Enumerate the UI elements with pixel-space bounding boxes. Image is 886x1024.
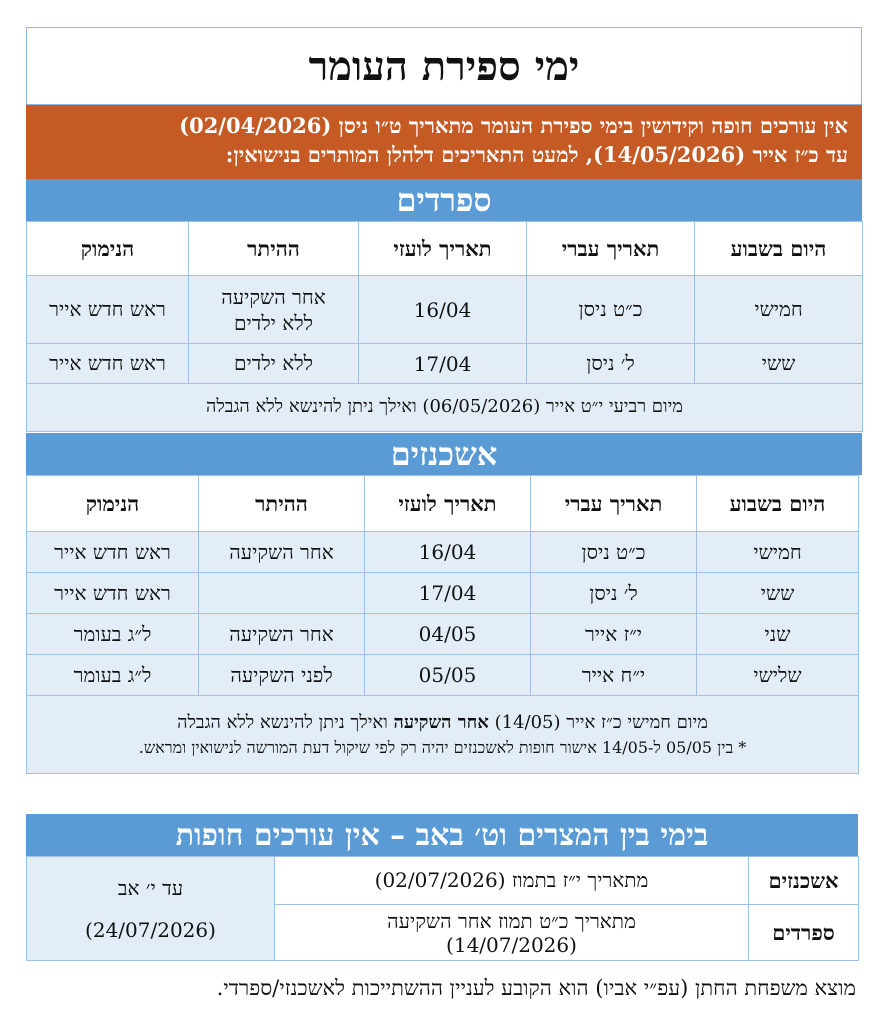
header-gregorian-date: תאריך לועזי <box>365 476 531 532</box>
cell-permission <box>199 573 365 614</box>
header-weekday: היום בשבוע <box>697 476 859 532</box>
cell-community: ספרדים <box>749 905 859 961</box>
header-gregorian-date: תאריך לועזי <box>359 222 527 276</box>
cell-reason: ראש חדש אייר <box>27 573 199 614</box>
sefardim-table <box>26 221 863 432</box>
table-note-row <box>27 384 863 432</box>
cell-permission: אחר השקיעה <box>199 532 365 573</box>
header-permission: ההיתר <box>189 222 359 276</box>
ashkenazim-table <box>26 475 859 774</box>
note-text: מיום חמישי כ״ז אייר (14/05) <box>488 711 708 733</box>
cell-gregorian-date: 05/05 <box>365 655 531 696</box>
page-title: ימי ספירת העומר <box>26 27 862 105</box>
cell-permission: ללא ילדים <box>189 344 359 384</box>
cell-permission: אחר השקיעה <box>199 614 365 655</box>
banner-line-1: אין עורכים חופה וקידושין בימי ספירת העומר מתאריך ט״ו ניסן (02/04/2026) <box>179 113 848 138</box>
table-row <box>27 532 859 573</box>
header-hebrew-date: תאריך עברי <box>527 222 695 276</box>
cell-reason: ל״ג בעומר <box>27 614 199 655</box>
cell-start-date: מתאריך כ״ט תמוז אחר השקיעה (14/07/2026) <box>275 905 749 961</box>
cell-weekday: חמישי <box>697 532 859 573</box>
end-date-hebrew: עד י׳ אב <box>117 875 184 900</box>
restriction-banner <box>26 105 862 179</box>
cell-hebrew-date: כ״ט ניסן <box>531 532 697 573</box>
cell-gregorian-date: 17/04 <box>365 573 531 614</box>
cell-hebrew-date: י״ח אייר <box>531 655 697 696</box>
ashkenazim-note-line-1 <box>31 710 854 736</box>
header-permission: ההיתר <box>199 476 365 532</box>
table-note-row <box>27 696 859 774</box>
note-emphasis: אחר השקיעה <box>393 711 489 733</box>
footnote: מוצא משפחת החתן (עפ״י אביו) הוא הקובע לעניין ההשתייכות לאשכנזי/ספרדי. <box>216 975 856 1000</box>
cell-gregorian-date: 17/04 <box>359 344 527 384</box>
table-row <box>27 655 859 696</box>
ashkenazim-heading: אשכנזים <box>26 433 862 475</box>
cell-weekday: שני <box>697 614 859 655</box>
cell-weekday: חמישי <box>695 276 863 344</box>
sefardim-heading: ספרדים <box>26 179 862 221</box>
ashkenazim-note-line-2: * בין 05/05 ל-14/05 אישור חופות לאשכנזים יהיה רק לפי שיקול דעת המורשה לנישואין ומראש. <box>138 737 747 757</box>
cell-hebrew-date: כ״ט ניסן <box>527 276 695 344</box>
cell-weekday: ששי <box>697 573 859 614</box>
cell-gregorian-date: 04/05 <box>365 614 531 655</box>
cell-end-date <box>27 857 275 961</box>
cell-reason: ראש חדש אייר <box>27 276 189 344</box>
cell-hebrew-date: ל׳ ניסן <box>531 573 697 614</box>
header-hebrew-date: תאריך עברי <box>531 476 697 532</box>
table-row <box>27 573 859 614</box>
table-header-row <box>27 222 863 276</box>
cell-reason: ראש חדש אייר <box>27 344 189 384</box>
cell-reason: ראש חדש אייר <box>27 532 199 573</box>
table-row <box>27 614 859 655</box>
table-row <box>27 344 863 384</box>
cell-gregorian-date: 16/04 <box>365 532 531 573</box>
ashkenazim-note <box>27 696 859 774</box>
table-row <box>27 276 863 344</box>
sefardim-note: מיום רביעי י״ט אייר (06/05/2026) ואילך ניתן להינשא ללא הגבלה <box>27 384 863 432</box>
bein-hametzarim-heading: בימי בין המצרים וט׳ באב – אין עורכים חופות <box>26 814 858 856</box>
note-text: ואילך ניתן להינשא ללא הגבלה <box>177 711 394 733</box>
cell-gregorian-date: 16/04 <box>359 276 527 344</box>
cell-community: אשכנזים <box>749 857 859 905</box>
cell-reason: ל״ג בעומר <box>27 655 199 696</box>
header-reason: הנימוק <box>27 222 189 276</box>
cell-weekday: ששי <box>695 344 863 384</box>
cell-hebrew-date: ל׳ ניסן <box>527 344 695 384</box>
cell-permission: אחר השקיעה ללא ילדים <box>189 276 359 344</box>
cell-start-date: מתאריך י״ז בתמוז (02/07/2026) <box>275 857 749 905</box>
cell-weekday: שלישי <box>697 655 859 696</box>
end-date-gregorian: (24/07/2026) <box>85 917 216 942</box>
bein-hametzarim-table <box>26 856 859 961</box>
banner-line-2: עד כ״ז אייר (14/05/2026), למעט התאריכים דלהלן המותרים בנישואין: <box>225 142 848 168</box>
table-header-row <box>27 476 859 532</box>
table-row <box>27 857 859 905</box>
cell-hebrew-date: י״ז אייר <box>531 614 697 655</box>
header-reason: הנימוק <box>27 476 199 532</box>
header-weekday: היום בשבוע <box>695 222 863 276</box>
cell-permission: לפני השקיעה <box>199 655 365 696</box>
